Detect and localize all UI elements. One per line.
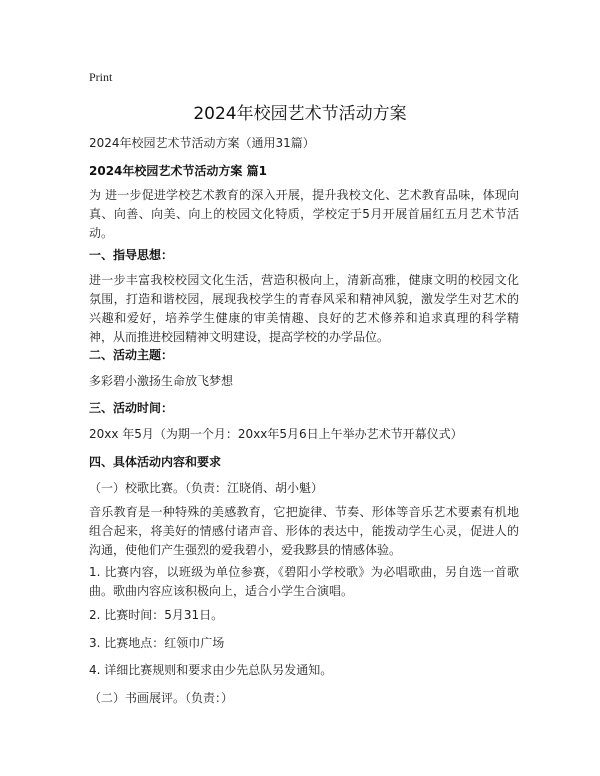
intro-paragraph: 为 进一步促进学校艺术教育的深入开展，提升我校文化、艺术教育品味，体现向真、向善、向美、向上的校园文化特质，学校定于5月开展首届红五月艺术节活动。 bbox=[89, 188, 519, 240]
theme-paragraph: 多彩碧小激扬生命放飞梦想 bbox=[89, 374, 234, 388]
document-title: 2024年校园艺术节活动方案 bbox=[193, 104, 407, 124]
theme-heading: 二、活动主题： bbox=[89, 348, 174, 362]
document-subtitle: 2024年校园艺术节活动方案（通用31篇） bbox=[89, 136, 315, 150]
print-link[interactable]: Print bbox=[89, 70, 113, 84]
list-item-4: 4. 详细比赛规则和要求由少先总队另发通知。 bbox=[89, 663, 333, 677]
list-item-1: 1. 比赛内容，以班级为单位参赛，《碧阳小学校歌》为必唱歌曲，另自选一首歌曲。歌曲内容应该积极向上，适合小学生合演唱。 bbox=[89, 565, 519, 598]
guiding-heading: 一、指导思想： bbox=[89, 248, 174, 262]
time-paragraph: 20xx 年5月（为期一个月：20xx年5月6日上午举办艺术节开幕仪式） bbox=[89, 427, 463, 441]
chapter-heading: 2024年校园艺术节活动方案 篇1 bbox=[89, 164, 267, 178]
sub2-heading: （二）书画展评。（负责：） bbox=[89, 691, 234, 705]
content-heading: 四、具体活动内容和要求 bbox=[89, 455, 222, 469]
list-item-3: 3. 比赛地点：红领巾广场 bbox=[89, 636, 225, 650]
guiding-paragraph: 进一步丰富我校校园文化生活，营造积极向上，清新高雅，健康文明的校园文化氛围，打造和谐校园，展现我校学生的青春风采和精神风貌，激发学生对艺术的兴趣和爱好，培养学生健康的审美情趣、良好的艺术修养和追求真理的科学精神，从而推进校园精神文明建设，提高学校的办学品位。 bbox=[89, 273, 519, 344]
time-heading: 三、活动时间： bbox=[89, 401, 174, 415]
sub1-heading: （一）校歌比赛。（负责：江晓俏、胡小魁） bbox=[89, 481, 324, 495]
sub1-paragraph: 音乐教育是一种特殊的美感教育，它把旋律、节奏、形体等音乐艺术要素有机地组合起来，将美好的情感付诸声音、形体的表达中，能拨动学生心灵，促进人的沟通，使他们产生强烈的爱我碧小，爱我黟县的情感体验。 bbox=[89, 505, 519, 557]
list-item-2: 2. 比赛时间：5月31日。 bbox=[89, 608, 224, 622]
